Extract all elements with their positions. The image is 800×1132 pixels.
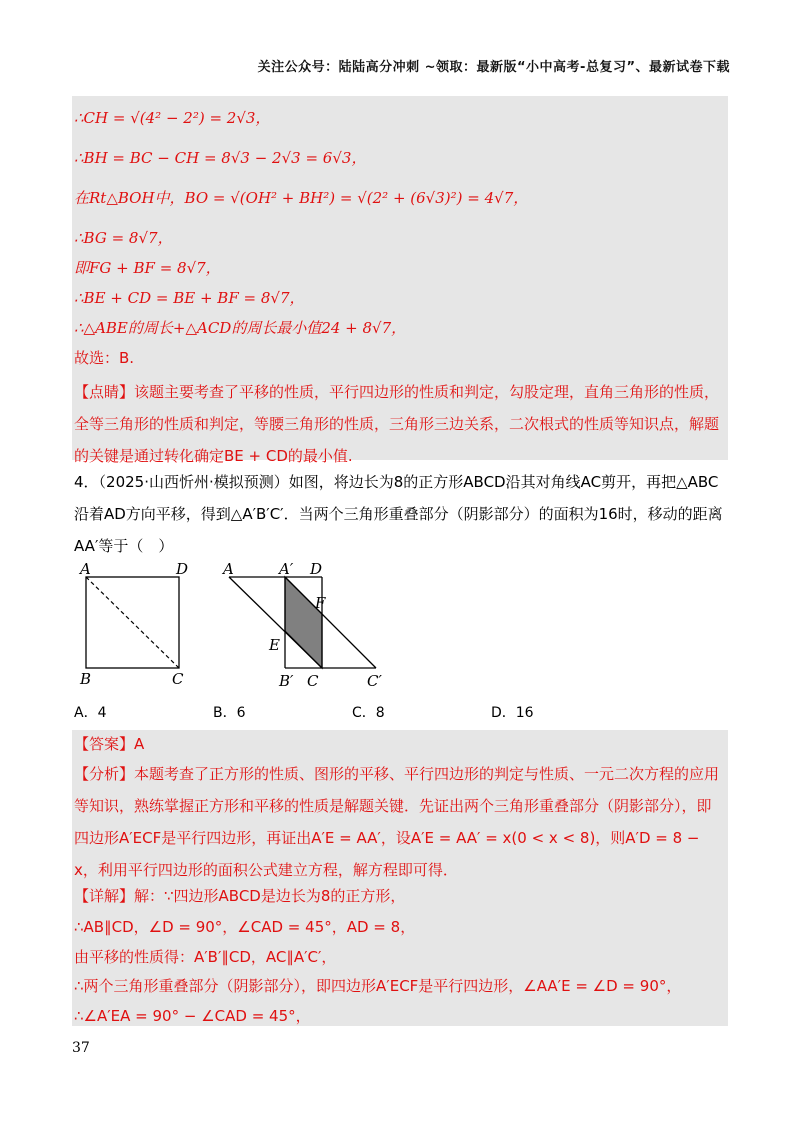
label-D: D — [176, 560, 189, 578]
solution-line: 即FG + BF = 8√7， — [74, 259, 221, 277]
label-A: A — [80, 560, 91, 578]
option-a[interactable]: A．4 — [74, 705, 107, 721]
label-A: A — [223, 560, 234, 578]
figure-square-abcd — [72, 558, 202, 688]
detail-line: ∴AB∥CD，∠D = 90°，∠CAD = 45°，AD = 8， — [74, 918, 416, 936]
solution-line: 在Rt△BOH中，BO = √(OH² + BH²) = √(2² + (6√3)²) = 4√7， — [74, 189, 529, 207]
solution-line: 故选：B. — [74, 349, 135, 367]
option-d[interactable]: D．16 — [491, 705, 534, 721]
solution-line: ∴△ABE的周长+△ACD的周长最小值24 + 8√7， — [74, 319, 407, 337]
figure-translated-triangle — [215, 558, 395, 692]
detail-line: 【详解】解：∵四边形ABCD是边长为8的正方形， — [74, 887, 406, 905]
label-B: B — [80, 670, 92, 688]
label-D: D — [310, 560, 323, 578]
label-F: F — [315, 594, 326, 612]
label-B-prime: B′ — [279, 672, 294, 690]
option-b[interactable]: B．6 — [213, 705, 246, 721]
label-C: C — [307, 672, 319, 690]
page-number: 37 — [72, 1040, 90, 1056]
detail-line: ∴两个三角形重叠部分（阴影部分），即四边形A′ECF是平行四边形，∠AA′E = ∠D = 90°， — [74, 977, 682, 995]
label-A-prime: A′ — [279, 560, 294, 578]
detail-line: ∴∠A′EA = 90° − ∠CAD = 45°， — [74, 1007, 311, 1025]
analysis-paragraph: 【分析】本题考查了正方形的性质、图形的平移、平行四边形的判定与性质、一元二次方程的应用等知识，熟练掌握正方形和平移的性质是解题关键．先证出两个三角形重叠部分（阴影部分），即四边形A′ECF是平行四边形，再证出A′E = AA′，设A′E = AA′ = x(0 < x < 8)，则A′D = 8 − x，利用平行四边形的面积公式建立方程，解方程即可得． — [74, 765, 720, 879]
key-point-comment: 【点睛】该题主要考查了平移的性质，平行四边形的性质和判定，勾股定理，直角三角形的性质，全等三角形的性质和判定，等腰三角形的性质，三角形三边关系，二次根式的性质等知识点，解题的关键是通过转化确定BE + CD的最小值. — [74, 383, 720, 465]
label-E: E — [269, 636, 280, 654]
answer-line: 【答案】A — [74, 735, 145, 753]
solution-line: ∴CH = √(4² − 2²) = 2√3， — [74, 109, 271, 127]
detail-line: 由平移的性质得：A′B′∥CD，AC∥A′C′， — [74, 948, 337, 966]
solution-line: ∴BG = 8√7， — [74, 229, 173, 247]
label-C-prime: C′ — [367, 672, 382, 690]
label-C: C — [172, 670, 184, 688]
question-4-text: 4．（2025·山西忻州·模拟预测）如图，将边长为8的正方形ABCD沿其对角线AC剪开，再把△ABC沿着AD方向平移，得到△A′B′C′．当两个三角形重叠部分（阴影部分）的面积为16时，移动的距离AA′等于（ ） — [74, 473, 723, 555]
option-c[interactable]: C．8 — [352, 705, 385, 721]
solution-line: ∴BE + CD = BE + BF = 8√7， — [74, 289, 305, 307]
solution-line: ∴BH = BC − CH = 8√3 − 2√3 = 6√3， — [74, 149, 367, 167]
page-header: 关注公众号：陆陆高分冲刺 ~领取：最新版“小中高考-总复习”、最新试卷下载 — [257, 60, 730, 75]
